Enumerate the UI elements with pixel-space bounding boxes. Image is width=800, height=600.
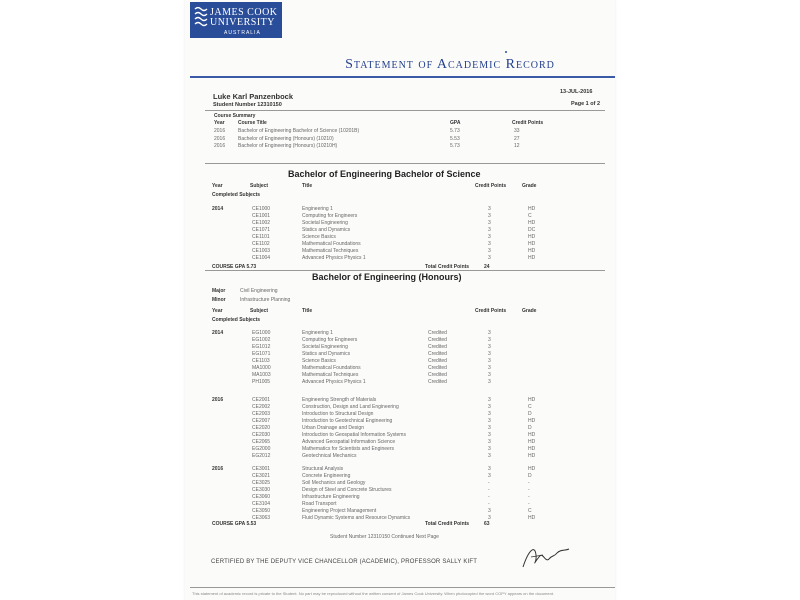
course2-row-code: CE2002 [252, 404, 271, 410]
course2-row-cp: 3 [488, 508, 491, 514]
course1-row-code: CE1102 [252, 241, 270, 247]
summary-row-year: 2016 [214, 128, 226, 134]
course2-row-code: EG1071 [252, 351, 271, 357]
major-value: Civil Engineering [240, 288, 278, 294]
course1-row-code: CE1001 [252, 213, 271, 219]
course2-row-title: Advanced Geospatial Information Science [302, 439, 396, 445]
summary-row-cp: 12 [514, 143, 520, 149]
course1-row-title: Societal Engineering [302, 220, 348, 226]
course2-row-grade: D [528, 473, 532, 479]
course1-row-code: CE1003 [252, 248, 271, 254]
course2-row-cp: 3 [488, 337, 491, 343]
course2-col-subject: Subject [250, 308, 269, 314]
summary-row-cp: 27 [514, 135, 520, 142]
course2-row-grade: D [528, 411, 532, 417]
course2-row-code: CE2020 [252, 425, 271, 431]
course1-col-cp: Credit Points [475, 183, 507, 189]
course2-group-year: 2016 [212, 466, 224, 472]
issue-date: 13-JUL-2016 [560, 89, 593, 95]
course2-row-title: Mathematical Foundations [302, 365, 361, 371]
course2-row-title: Geotechnical Mechanics [302, 453, 357, 459]
course2-row-grade: HD [528, 466, 536, 472]
course2-row-title: Statics and Dynamics [302, 351, 351, 357]
course2-row-code: CE3030 [252, 487, 271, 493]
course2-row-cp: 3 [488, 446, 491, 452]
course1-row-title: Advanced Physics Physics 1 [302, 255, 366, 261]
course2-row-status: Credited [428, 344, 447, 350]
course2-row-cp: 3 [488, 365, 491, 371]
course1-year: 2014 [212, 206, 224, 212]
course2-row-title: Fluid Dynamic Systems and Resource Dynamics [302, 515, 411, 521]
course1-total-label: Total Credit Points [425, 264, 470, 270]
course1-row-grade: HD [528, 220, 536, 226]
course2-row-code: CE3021 [252, 473, 271, 479]
course2-row-title: Mathematical Techniques [302, 372, 359, 378]
course2-row-grade: - [528, 501, 530, 507]
course1-row-grade: HD [528, 248, 536, 254]
course2-row-cp: 3 [488, 466, 491, 472]
logo-text-line1: JAMES COOK [210, 7, 278, 18]
course2-row-grade: HD [528, 418, 536, 424]
course1-row-code: CE1004 [252, 255, 271, 261]
course2-group-year: 2016 [212, 397, 224, 403]
student-name: Luke Karl Panzenbock [213, 92, 294, 101]
course2-row-status: Credited [428, 337, 447, 343]
course1-row-cp: 3 [488, 255, 491, 261]
summary-col-title: Course Title [238, 120, 267, 126]
course1-row-cp: 3 [488, 220, 491, 226]
course1-row-title: Engineering 1 [302, 206, 333, 212]
major-label: Major [212, 288, 226, 294]
course2-row-cp: 3 [488, 344, 491, 350]
course2-row-title: Societal Engineering [302, 344, 348, 350]
course2-row-code: EG1000 [252, 330, 271, 336]
course2-row-code: EG1002 [252, 337, 271, 343]
summary-row-title: Bachelor of Engineering Bachelor of Science (10201B) [238, 128, 360, 134]
course2-row-cp: - [488, 480, 490, 486]
title-divider [190, 76, 615, 78]
course2-row-title: Engineering 1 [302, 330, 333, 336]
course2-row-grade: C [528, 508, 532, 514]
decorative-dot [505, 51, 507, 53]
wave-crest-icon [194, 6, 208, 28]
course2-row-grade: HD [528, 515, 536, 521]
course2-row-cp: 3 [488, 397, 491, 403]
course2-divider [205, 270, 605, 271]
summary-row-gpa: 5.73 [450, 128, 460, 134]
course2-row-status: Credited [428, 372, 447, 378]
course2-row-code: CE2007 [252, 418, 271, 424]
signature-image [521, 543, 571, 571]
course2-row-code: MA1000 [252, 365, 271, 371]
course2-row-cp: 3 [488, 439, 491, 445]
course1-row-grade: HD [528, 234, 536, 240]
course2-row-code: PH1005 [252, 379, 271, 385]
logo-text-line2: UNIVERSITY [210, 17, 275, 28]
course2-row-title: Advanced Physics Physics 1 [302, 379, 366, 385]
course2-row-title: Computing for Engineers [302, 337, 358, 343]
course2-row-cp: 3 [488, 351, 491, 357]
course2-row-code: EG2000 [252, 446, 271, 452]
course2-row-title: Infrastructure Engineering [302, 494, 360, 500]
course2-row-grade: - [528, 494, 530, 500]
course2-row-code: CE3060 [252, 494, 271, 500]
summary-row-year: 2016 [214, 143, 226, 149]
course2-row-cp: 3 [488, 411, 491, 417]
course2-row-cp: 3 [488, 358, 491, 364]
course2-row-cp: - [488, 501, 490, 507]
course2-total-label: Total Credit Points [425, 521, 470, 527]
course2-row-title: Structural Analysis [302, 466, 344, 472]
course2-row-title: Road Transport [302, 501, 337, 507]
course2-row-code: CE3050 [252, 508, 271, 514]
course2-row-code: CE2065 [252, 439, 271, 445]
minor-value: Infrastructure Planning [240, 297, 291, 303]
course2-col-year: Year [212, 308, 223, 314]
course2-row-title: Mathematics for Scientists and Engineers [302, 446, 394, 452]
course1-row-cp: 3 [488, 227, 491, 233]
summary-row-title: Bachelor of Engineering (Honours) (10210) [238, 135, 334, 142]
course2-row-code: CE2001 [252, 397, 271, 403]
course1-row-cp: 3 [488, 234, 491, 240]
course2-row-cp: 3 [488, 404, 491, 410]
course1-row-cp: 3 [488, 213, 491, 219]
course2-row-cp: 3 [488, 330, 491, 336]
course2-row-code: CE2003 [252, 411, 271, 417]
course2-col-title: Title [302, 308, 313, 314]
course2-row-cp: - [488, 494, 490, 500]
course2-row-title: Design of Steel and Concrete Structures [302, 487, 392, 493]
course1-title: Bachelor of Engineering Bachelor of Science [288, 169, 481, 179]
course1-col-subject: Subject [250, 183, 269, 189]
course2-row-title: Introduction to Geotechnical Engineering [302, 418, 393, 424]
course2-row-cp: 3 [488, 418, 491, 424]
summary-top-divider [205, 110, 605, 111]
course2-row-title: Introduction to Structural Design [302, 411, 374, 417]
course2-row-grade: HD [528, 439, 536, 445]
course2-row-cp: 3 [488, 453, 491, 459]
footer-disclaimer: This statement of academic record is private to the Student. No part may be reproduced without the written consent of James Cook University. When photocopied the word COPY appears on the document. [192, 591, 555, 596]
course2-row-code: CE1103 [252, 358, 270, 364]
footer-divider [190, 587, 615, 588]
course2-row-code: MA1003 [252, 372, 271, 378]
course1-row-code: CE1000 [252, 206, 271, 212]
course2-row-cp: - [488, 487, 490, 493]
course2-row-code: CE3063 [252, 515, 271, 521]
course1-col-year: Year [212, 183, 223, 189]
course2-row-grade: - [528, 480, 530, 486]
course2-row-cp: 3 [488, 432, 491, 438]
course2-title: Bachelor of Engineering (Honours) [312, 272, 462, 282]
course2-row-title: Soil Mechanics and Geology [302, 480, 366, 486]
course2-completed-label: Completed Subjects [212, 317, 261, 323]
course2-total: 63 [484, 521, 490, 527]
course1-row-grade: C [528, 213, 532, 219]
course2-row-code: CE3025 [252, 480, 271, 486]
course1-col-title: Title [302, 183, 313, 189]
course2-row-grade: HD [528, 432, 536, 438]
course2-row-grade: D [528, 425, 532, 431]
course2-col-cp: Credit Points [475, 308, 507, 314]
course2-row-title: Engineering Project Management [302, 508, 377, 514]
course1-row-cp: 3 [488, 248, 491, 254]
course1-row-code: CE1002 [252, 220, 271, 226]
summary-row-gpa: 5.53 [450, 135, 460, 142]
page-indicator: Page 1 of 2 [571, 101, 601, 107]
course2-gpa: COURSE GPA 5.53 [212, 521, 257, 527]
course1-row-grade: HD [528, 255, 536, 261]
course2-row-status: Credited [428, 365, 447, 371]
summary-col-year: Year [214, 120, 225, 126]
course1-row-title: Computing for Engineers [302, 213, 358, 219]
course1-row-title: Mathematical Foundations [302, 241, 361, 247]
course2-row-grade: HD [528, 453, 536, 459]
summary-heading: Course Summary [214, 113, 256, 119]
summary-row-title: Bachelor of Engineering (Honours) (10210H) [238, 143, 338, 149]
course2-row-status: Credited [428, 379, 447, 385]
course2-row-status: Credited [428, 351, 447, 357]
logo-text-line3: AUSTRALIA [224, 30, 261, 36]
course2-row-code: EG1012 [252, 344, 271, 350]
course2-row-title: Science Basics [302, 358, 336, 364]
course2-row-cp: 3 [488, 473, 491, 479]
course2-row-grade: C [528, 404, 532, 410]
course2-row-code: CE2030 [252, 432, 271, 438]
summary-row-year: 2016 [214, 135, 226, 142]
document-title: Statement of Academic Record [345, 57, 555, 72]
university-logo [190, 2, 282, 38]
course1-gpa: COURSE GPA 5.73 [212, 264, 257, 270]
course2-row-status: Credited [428, 358, 447, 364]
certification-statement: CERTIFIED BY THE DEPUTY VICE CHANCELLOR (ACADEMIC), PROFESSOR SALLY KIFT [211, 559, 478, 565]
course2-row-grade: HD [528, 446, 536, 452]
minor-label: Minor [212, 297, 226, 303]
course1-col-grade: Grade [522, 183, 537, 189]
course2-row-status: Credited [428, 330, 447, 336]
course2-row-title: Engineering Strength of Materials [302, 397, 377, 403]
course2-row-code: CE3104 [252, 501, 271, 507]
course1-row-cp: 3 [488, 241, 491, 247]
course2-row-grade: - [528, 487, 530, 493]
course1-row-grade: HD [528, 241, 536, 247]
course1-row-grade: DC [528, 227, 536, 233]
course1-divider [205, 163, 605, 164]
course2-row-grade: HD [528, 397, 536, 403]
course1-row-title: Statics and Dynamics [302, 227, 351, 233]
course1-row-code: CE1101 [252, 234, 270, 240]
course2-row-title: Introduction to Geospatial Information Systems [302, 432, 406, 438]
course2-row-cp: 3 [488, 425, 491, 431]
course1-row-title: Mathematical Techniques [302, 248, 359, 254]
course2-row-code: CE3001 [252, 466, 271, 472]
summary-row-gpa: 5.73 [450, 143, 460, 149]
continued-note: Student Number 12310150 Continued Next Page [330, 534, 439, 540]
course2-row-cp: 3 [488, 372, 491, 378]
course1-row-cp: 3 [488, 206, 491, 212]
course1-completed-label: Completed Subjects [212, 192, 261, 198]
course2-row-cp: 3 [488, 379, 491, 385]
course2-row-title: Construction, Design and Land Engineering [302, 404, 399, 410]
course1-total: 24 [484, 264, 490, 270]
course1-row-title: Science Basics [302, 234, 336, 240]
course1-row-grade: HD [528, 206, 536, 212]
summary-col-gpa: GPA [450, 120, 461, 126]
course2-row-cp: 3 [488, 515, 491, 521]
course2-col-grade: Grade [522, 308, 537, 314]
course2-group-year: 2014 [212, 330, 224, 336]
student-number: Student Number 12310150 [213, 102, 282, 108]
summary-row-cp: 33 [514, 128, 520, 134]
course1-row-code: CE1071 [252, 227, 271, 233]
course2-row-title: Urban Drainage and Design [302, 425, 364, 431]
course2-row-title: Concrete Engineering [302, 473, 351, 479]
summary-col-cp: Credit Points [512, 120, 544, 126]
course2-row-code: EG2012 [252, 453, 271, 459]
